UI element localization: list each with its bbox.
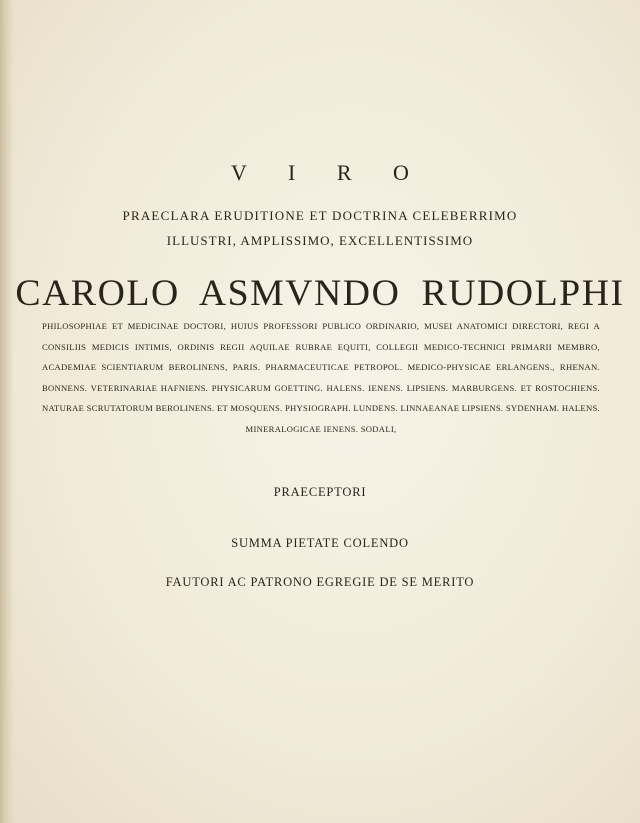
dedication-praeceptori: PRAECEPTORI xyxy=(273,485,367,499)
dedication-illustri-line: ILLUSTRI, AMPLISSIMO, EXCELLENTISSIMO xyxy=(166,233,474,248)
dedicatee-titles: PHILOSOPHIAE ET MEDICINAE DOCTORI, HUIUS PROFESSORI PUBLICO ORDINARIO, MUSEI ANATOMICI DIRECTORI, REGI A CONSILIIS MEDICIS INTIMIS, ORDINIS REGII AQUILAE RUBRAE EQUITI, COLLEGII MEDICO-TECHNICI PRIMARII MEMBRO, ACADEMIAE SCIENTIARUM BEROLINENS, PARIS. PHARMACEUTICAE PETROPOL. MEDICO-PHYSICAE ERLANGENS., RHENAN. BONNENS. VETERINARIAE HAFNIENS. PHYSICARUM GOETTING. HALENS. IENENS. LIPSIENS. MARBURGENS. ET ROSTOCHIENS. NATURAE SCRUTATORUM BEROLINENS. ET MOSQUENS. PHYSIOGRAPH. LUNDENS. LINNAEANAE LIPSIENS. SYDENHAM. HALENS. MINERALOGICAE IENENS. SODALI, xyxy=(42,321,600,434)
binding-edge xyxy=(0,0,14,823)
dedicatee-name: CAROLO ASMVNDO RUDOLPHI xyxy=(15,273,625,314)
dedication-praeclara-line: PRAECLARA ERUDITIONE ET DOCTRINA CELEBERRIMO xyxy=(122,208,518,223)
dedication-fautori-line: FAUTORI AC PATRONO EGREGIE DE SE MERITO xyxy=(165,575,475,589)
dedication-summa-line: SUMMA PIETATE COLENDO xyxy=(231,536,409,550)
dedication-viro: V I R O xyxy=(231,160,427,185)
